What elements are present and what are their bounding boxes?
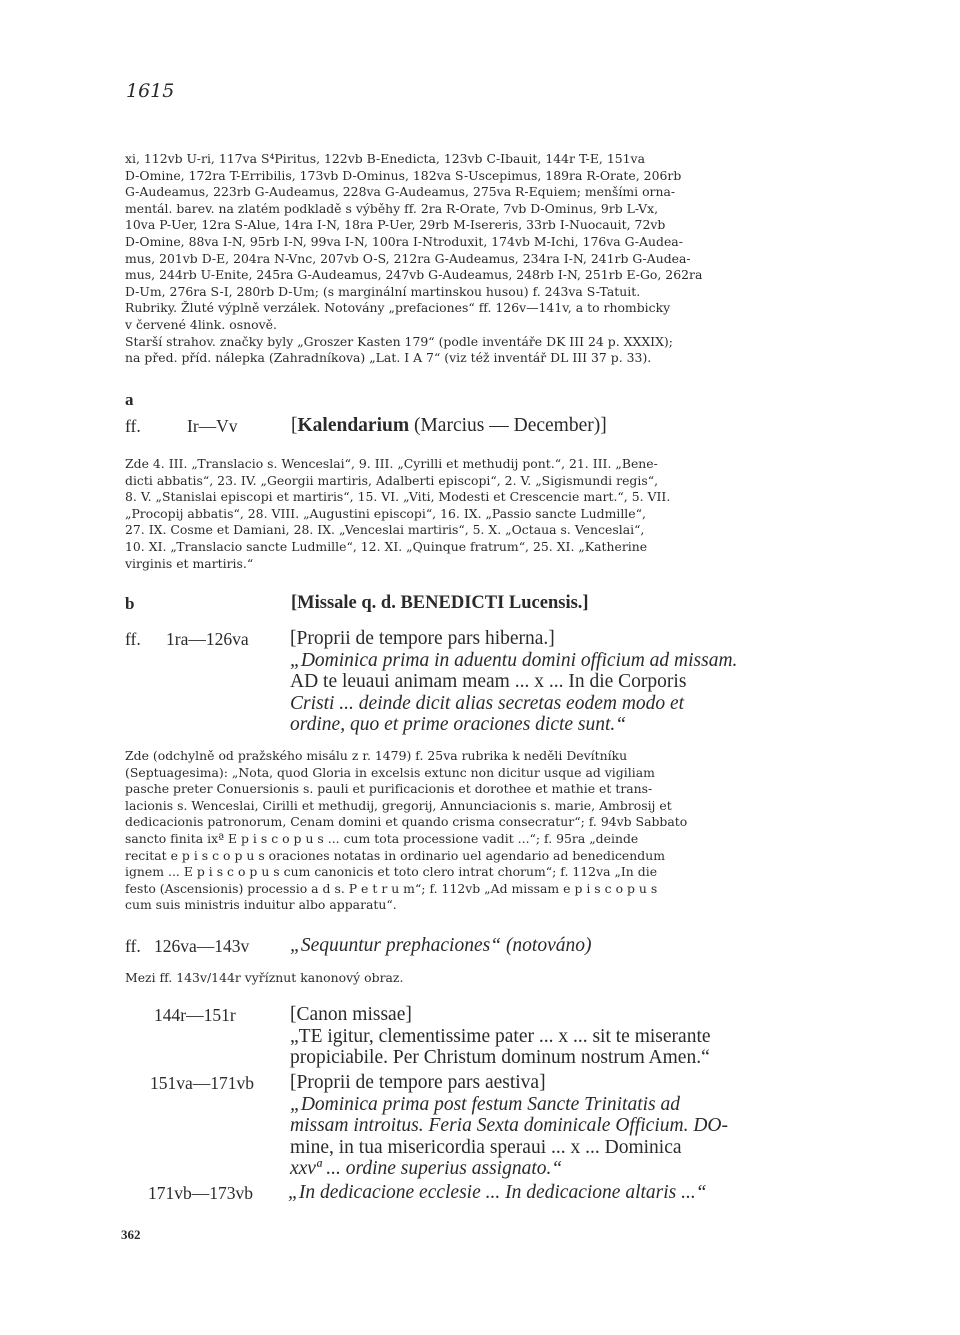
section-c-text: „Sequuntur prephaciones“ (notováno) bbox=[290, 935, 592, 956]
section-a-range: Ir—Vv bbox=[187, 416, 238, 436]
text-line: missam introitus. Feria Sexta dominicale Officium. DO- bbox=[290, 1115, 728, 1136]
note-line: dicti abbatis“, 23. IV. „Georgii martiris, Adalberti episcopi“, 2. V. „Sigismundi regis“, bbox=[125, 472, 659, 488]
intro-line: Starší strahov. značky byly „Groszer Kasten 179“ (podle inventáře DK III 24 p. XXXIX); bbox=[125, 333, 673, 349]
note-line: festo (Ascensionis) processio a d s. P e t r u m“; f. 112vb „Ad missam e p i s c o p u s bbox=[125, 880, 658, 896]
note-line: recitat e p i s c o p u s oraciones notatas in ordinario uel agendario ad benedicendum bbox=[125, 847, 665, 863]
note-line: 27. IX. Cosme et Damiani, 28. IX. „Venceslai martiris“, 5. X. „Octaua s. Venceslai“, bbox=[125, 522, 645, 538]
text-line: [Proprii de tempore pars aestiva] bbox=[290, 1072, 546, 1093]
note-line: 8. V. „Stanislai episcopi et martiris“, 15. VI. „Viti, Modesti et Crescencie mart.“, 5. VII. bbox=[125, 489, 671, 505]
note-line: pasche preter Conuersionis s. pauli et purificacionis et dorothee et mathie et trans- bbox=[125, 781, 653, 797]
section-d-text bbox=[290, 1004, 711, 1069]
section-a-title bbox=[291, 415, 607, 436]
intro-line: Rubriky. Žluté výplně verzálek. Notovány „prefaciones“ ff. 126v—141v, a to rhombicky bbox=[125, 300, 671, 316]
note-line: cum suis ministris induitur albo apparatu“. bbox=[125, 897, 397, 913]
section-d-range: 144r—151r bbox=[154, 1005, 236, 1025]
intro-description-block bbox=[125, 151, 835, 367]
text-line: „Dominica prima in aduentu domini officium ad missam. bbox=[290, 649, 738, 671]
section-b-note bbox=[125, 748, 835, 914]
note-line: sancto finita ixª E p i s c o p u s ... cum tota processione vadit ...“; f. 95ra „deinde bbox=[125, 830, 639, 846]
text-line: mine, in tua misericordia speraui ... x ... Dominica bbox=[290, 1136, 682, 1158]
section-f-text: „In dedicacione ecclesie ... In dedicacione altaris ...“ bbox=[288, 1182, 707, 1203]
text-line: ordine, quo et prime oraciones dicte sunt.“ bbox=[290, 714, 627, 735]
note-line: Zde 4. III. „Translacio s. Wenceslai“, 9. III. „Cyrilli et methudij pont.“, 21. III. „Bene- bbox=[125, 456, 658, 471]
note-line: 10. XI. „Translacio sancte Ludmille“, 12. XI. „Quinque fratrum“, 25. XI. „Katherine bbox=[125, 538, 648, 554]
note-line: lacionis s. Wenceslai, Cirilli et methudij, gregorij, Annunciacionis s. marie, Ambrosij et bbox=[125, 797, 672, 813]
section-b-text bbox=[290, 628, 737, 736]
title-bold: Kalendarium bbox=[297, 415, 410, 436]
section-a-note bbox=[125, 456, 835, 572]
intro-line: D-Um, 276ra S-I, 280rb D-Um; (s marginální martinskou husou) f. 243va S-Tatuit. bbox=[125, 283, 641, 299]
title-bracket: [ bbox=[291, 415, 298, 436]
intro-line: D-Omine, 88va I-N, 95rb I-N, 99va I-N, 100ra I-Ntroduxit, 174vb M-Ichi, 176va G-Audea- bbox=[125, 233, 683, 249]
section-e-text bbox=[290, 1072, 728, 1180]
page-number: 362 bbox=[121, 1227, 141, 1242]
text-line: „Dominica prima post festum Sancte Trinitatis ad bbox=[290, 1093, 681, 1115]
intro-line: 10va P-Uer, 12ra S-Alue, 14ra I-N, 18ra P-Uer, 29rb M-Isereris, 33rb I-Nuocauit, 72vb bbox=[125, 217, 666, 233]
section-c-range: 126va—143v bbox=[154, 936, 250, 956]
text-line: xxvª ... ordine superius assignato.“ bbox=[290, 1158, 563, 1179]
note-line: Zde (odchylně od pražského misálu z r. 1479) f. 25va rubrika k neděli Devítníku bbox=[125, 748, 628, 763]
intro-line: na před. příd. nálepka (Zahradníkova) „Lat. I A 7“ (viz též inventář DL III 37 p. 33). bbox=[125, 350, 652, 366]
intro-line: mus, 201vb D-E, 204ra N-Vnc, 207vb O-S, 212ra G-Audeamus, 234ra I-N, 241rb G-Audea- bbox=[125, 250, 691, 266]
running-header-page-label: 1615 bbox=[126, 80, 175, 102]
text-line: [Proprii de tempore pars hiberna.] bbox=[290, 628, 555, 649]
note-line: ignem ... E p i s c o p u s cum canonicis et toto clero intrat chorum“; f. 112va „In die bbox=[125, 864, 658, 880]
section-b-range: 1ra—126va bbox=[166, 629, 249, 649]
section-c-ff: ff. bbox=[125, 936, 141, 956]
text-line: Cristi ... deinde dicit alias secretas eodem modo et bbox=[290, 692, 685, 714]
text-line: „TE igitur, clementissime pater ... x ... sit te miserante bbox=[290, 1025, 711, 1047]
section-f-range: 171vb—173vb bbox=[148, 1183, 253, 1203]
intro-line: D-Omine, 172ra T-Erribilis, 173vb D-Ominus, 182va S-Uscepimus, 189ra R-Orate, 206rb bbox=[125, 167, 682, 183]
intro-line: mentál. barev. na zlatém podkladě s výběhy ff. 2ra R-Orate, 7vb D-Ominus, 9rb L-Vx, bbox=[125, 200, 659, 216]
intro-line: xi, 112vb U-ri, 117va S⁴Piritus, 122vb B-Enedicta, 123vb C-Ibauit, 144r T-E, 151va bbox=[125, 151, 645, 166]
intro-line: G-Audeamus, 223rb G-Audeamus, 228va G-Audeamus, 275va R-Equiem; menšími orna- bbox=[125, 184, 676, 200]
note-line: „Procopij abbatis“, 28. VIII. „Augustini episcopi“, 16. IX. „Passio sancte Ludmille“, bbox=[125, 505, 646, 521]
text-line: propiciabile. Per Christum dominum nostrum Amen.“ bbox=[290, 1047, 710, 1068]
text-line: [Canon missae] bbox=[290, 1004, 412, 1025]
title-rest: (Marcius — December)] bbox=[409, 415, 607, 436]
section-a-letter: a bbox=[125, 390, 134, 409]
note-line: (Septuagesima): „Nota, quod Gloria in excelsis extunc non dicitur usque ad vigiliam bbox=[125, 764, 655, 780]
note-line: dedicacionis patronorum, Cenam domini et quando crisma consecratur“; f. 94vb Sabbato bbox=[125, 814, 688, 830]
text-line: AD te leuaui animam meam ... x ... In die Corporis bbox=[290, 671, 687, 692]
section-b-letter: b bbox=[125, 594, 135, 613]
section-b-ff: ff. bbox=[125, 629, 141, 649]
section-b-title: [Missale q. d. BENEDICTI Lucensis.] bbox=[291, 593, 589, 613]
intro-line: v červené 4link. osnově. bbox=[125, 316, 277, 332]
section-c-note: Mezi ff. 143v/144r vyříznut kanonový obraz. bbox=[125, 970, 404, 985]
section-e-range: 151va—171vb bbox=[150, 1073, 255, 1093]
note-line: virginis et martiris.“ bbox=[125, 555, 254, 571]
section-a-ff: ff. bbox=[125, 416, 141, 436]
intro-line: mus, 244rb U-Enite, 245ra G-Audeamus, 247vb G-Audeamus, 248rb I-N, 251rb E-Go, 262ra bbox=[125, 267, 703, 283]
